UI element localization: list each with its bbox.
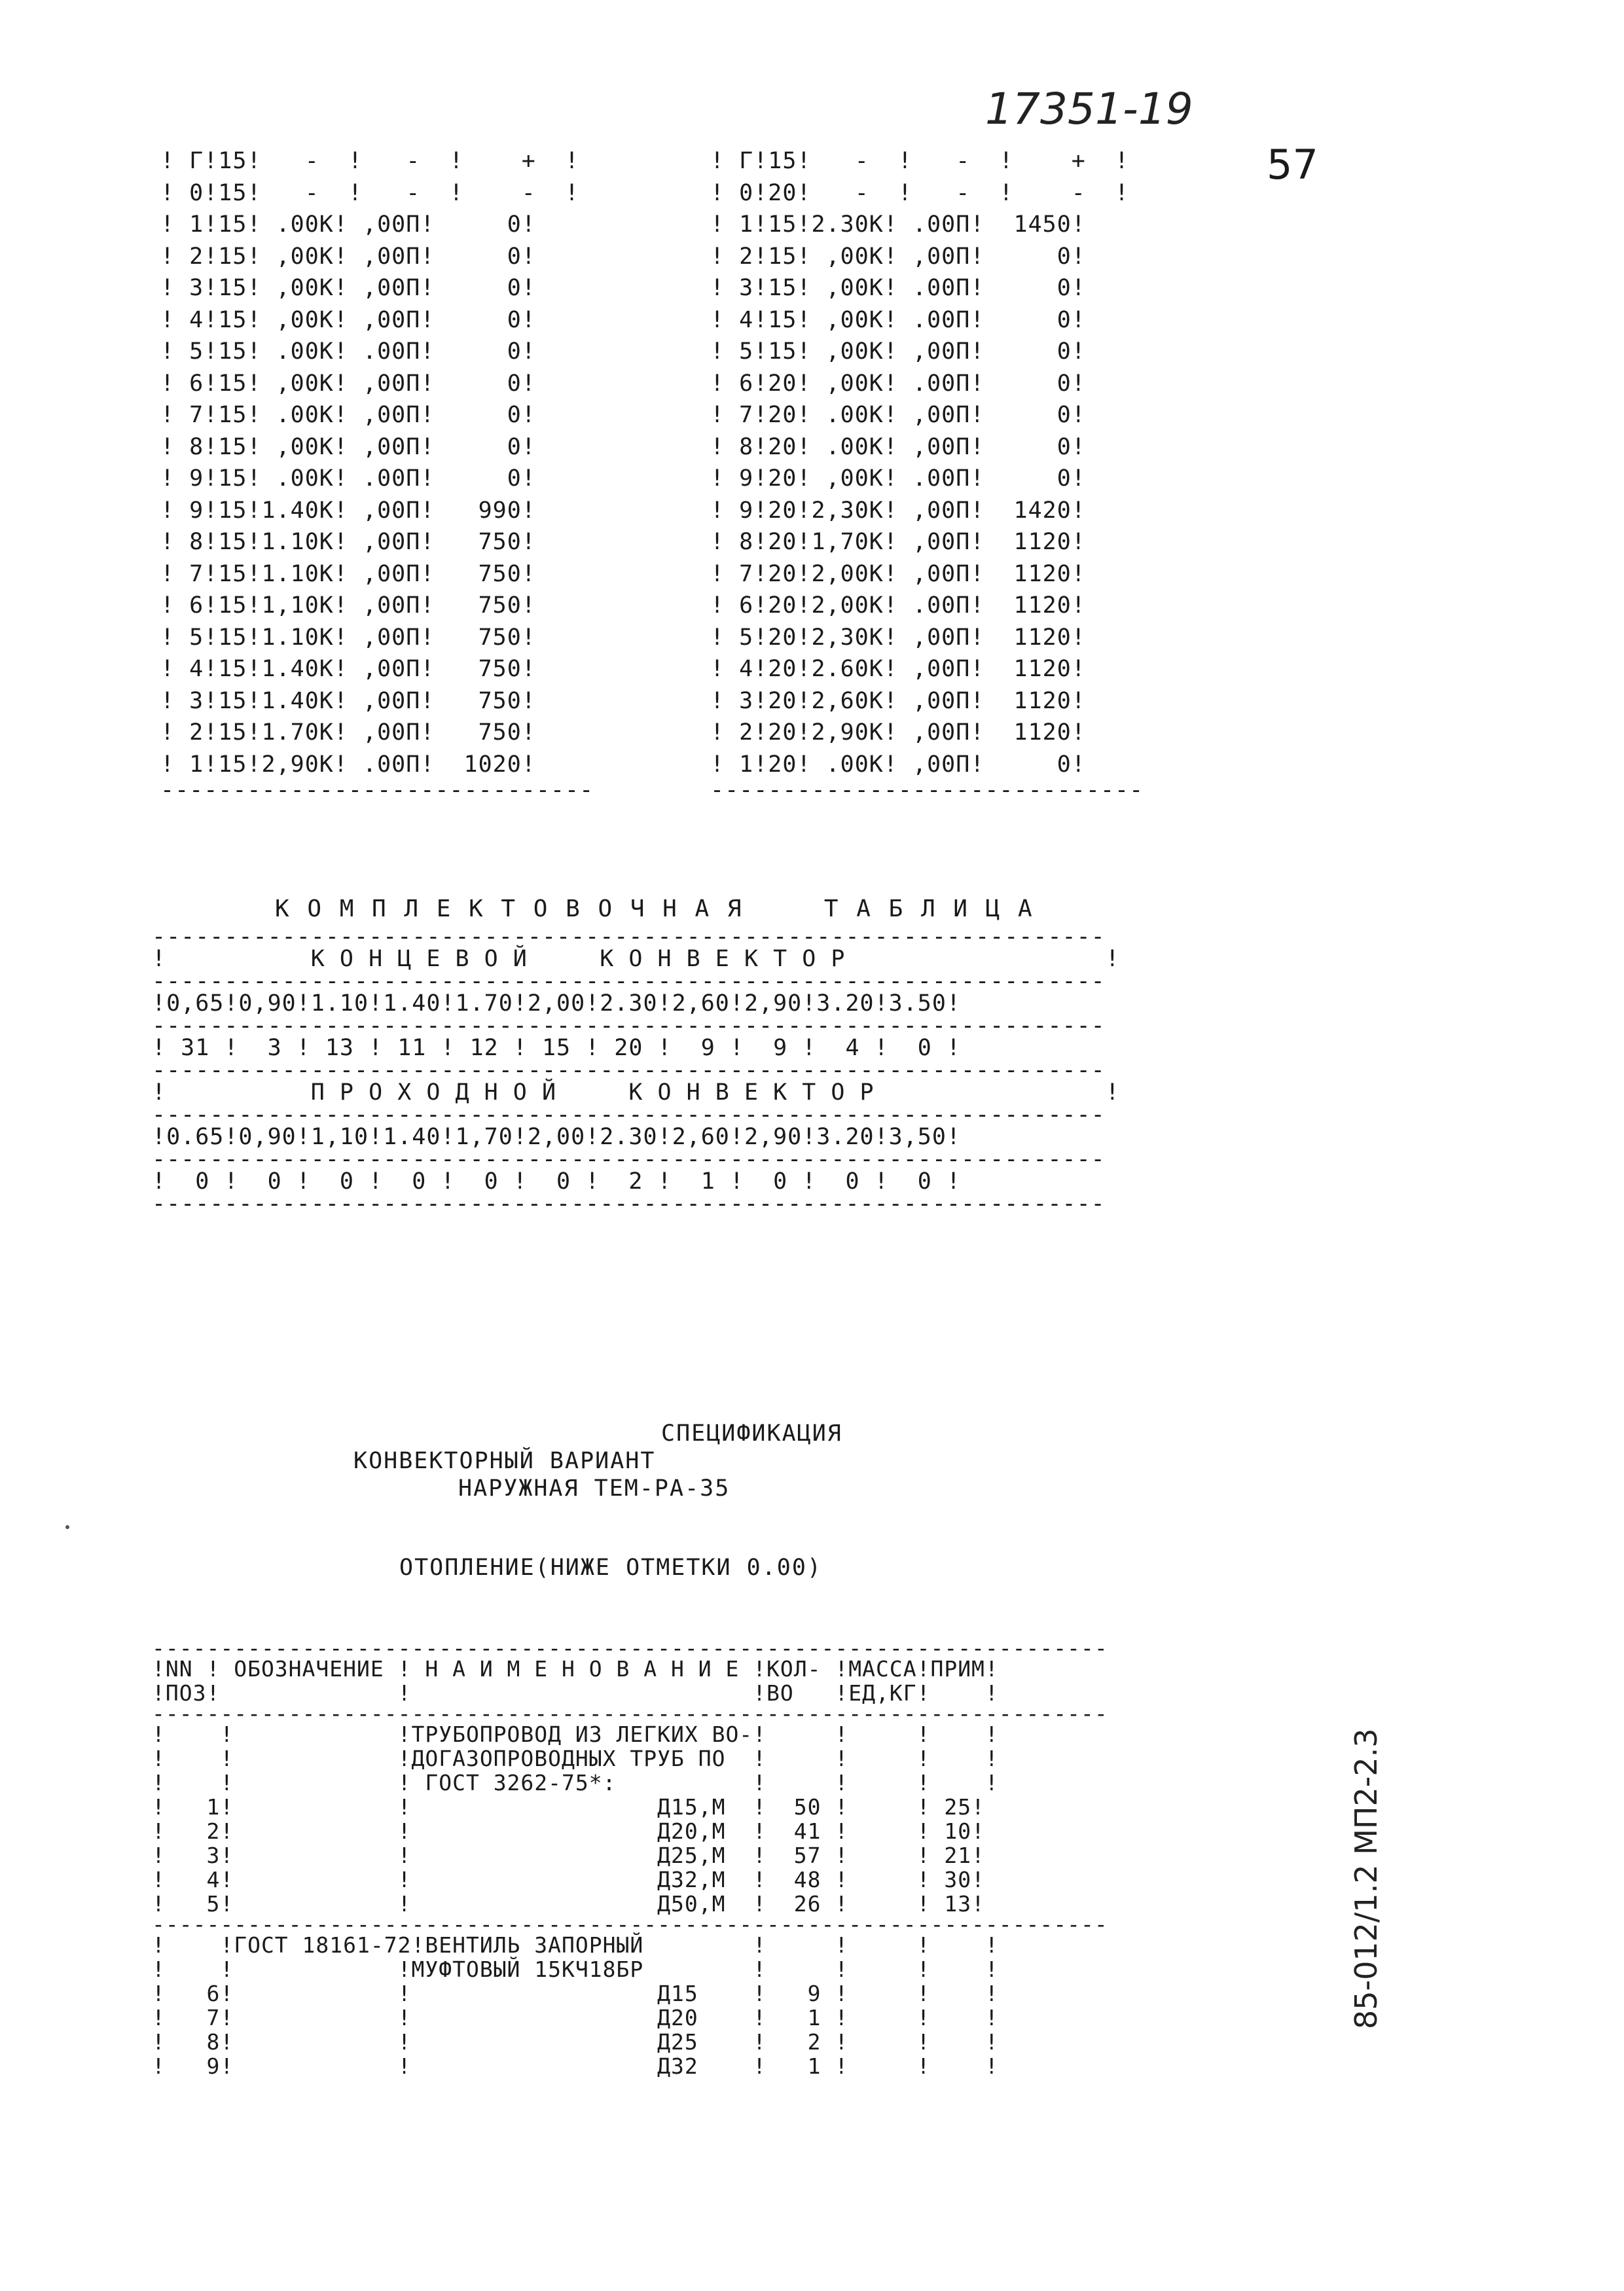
table-row: ! !ГОСТ 18161-72!ВЕНТИЛЬ ЗАПОРНЫЙ ! ! ! ! xyxy=(152,1932,999,1958)
ledger-row: ! 2!15!1.70К! ,00П! 750! xyxy=(160,719,536,746)
table-rule: ------------------------------------------------------------------ xyxy=(152,968,1106,994)
table-row: ! 1! ! Д15,М ! 50 ! ! 25! xyxy=(152,1794,985,1820)
spec-subtitle: ОТОПЛЕНИЕ(НИЖЕ ОТМЕТКИ 0.00) xyxy=(399,1555,823,1581)
table-row: ! 8! ! Д25 ! 2 ! ! ! xyxy=(152,2029,999,2055)
table-rule: ---------------------------------------------------------------------- xyxy=(152,1701,1108,1726)
table-row: ! 6! ! Д15 ! 9 ! ! ! xyxy=(152,1981,999,2006)
ledger-row: ! 0!15! - ! - ! - ! xyxy=(160,179,580,206)
document-code-stamp: 85-012/1.2 МП2-2.3 xyxy=(1348,1728,1384,2029)
table-row: ! К О Н Ц Е В О Й К О Н В Е К Т О Р ! xyxy=(152,946,1120,972)
handwritten-document-number: 17351-19 xyxy=(985,84,1193,134)
table-rule: ------------------------------------------------------------------ xyxy=(152,1057,1106,1083)
ledger-row: ! 2!15! ,00К! ,00П! 0! xyxy=(160,243,536,270)
ledger-row: ! 8!15!1.10К! ,00П! 750! xyxy=(160,529,536,555)
spec-title: СПЕЦИФИКАЦИЯ xyxy=(661,1420,842,1447)
table-row: ! ! !ТРУБОПРОВОД ИЗ ЛЕГКИХ ВО-! ! ! ! xyxy=(152,1722,999,1747)
table-rule: ------------------------------------------------------------------ xyxy=(152,1191,1106,1217)
ledger-row: ! 4!20!2.60К! ,00П! 1120! xyxy=(710,656,1086,682)
ledger-rule: ------------------------------ xyxy=(710,777,1144,803)
table-row: ! 31 ! 3 ! 13 ! 11 ! 12 ! 15 ! 20 ! 9 ! 9 ! 4 ! 0 ! xyxy=(152,1035,962,1061)
table-row: ! 9! ! Д32 ! 1 ! ! ! xyxy=(152,2053,999,2079)
ledger-row: ! 2!15! ,00К! ,00П! 0! xyxy=(710,243,1086,270)
table-header-row: !ПОЗ! ! !ВО !ЕД,КГ! ! xyxy=(152,1680,999,1706)
ledger-row: ! 8!20! .00К! ,00П! 0! xyxy=(710,433,1086,460)
ledger-row: ! 9!15!1.40К! ,00П! 990! xyxy=(160,497,536,524)
spec-line-temperature: НАРУЖНАЯ ТЕМ-РА-35 xyxy=(458,1475,731,1502)
ledger-row: ! 5!15! .00К! .00П! 0! xyxy=(160,338,536,365)
ledger-row: ! Г!15! - ! - ! + ! xyxy=(160,148,580,174)
table-row: ! ! !МУФТОВЫЙ 15КЧ18БР ! ! ! ! xyxy=(152,1957,999,1982)
ledger-row: ! 1!20! .00К! ,00П! 0! xyxy=(710,751,1086,778)
ledger-row: ! 7!20! .00К! ,00П! 0! xyxy=(710,402,1086,428)
table-row: ! П Р О Х О Д Н О Й К О Н В Е К Т О Р ! xyxy=(152,1079,1120,1106)
ledger-row: ! 1!15!2.30К! .00П! 1450! xyxy=(710,211,1086,238)
complect-table xyxy=(152,924,1265,1217)
table-rule: ---------------------------------------------------------------------- xyxy=(152,1635,1108,1661)
ledger-row: ! 4!15!1.40К! ,00П! 750! xyxy=(160,656,536,682)
table-row: ! 0 ! 0 ! 0 ! 0 ! 0 ! 0 ! 2 ! 1 ! 0 ! 0 ! 0 ! xyxy=(152,1168,962,1195)
table-row: ! 3! ! Д25,М ! 57 ! ! 21! xyxy=(152,1843,985,1868)
table-row: ! 2! ! Д20,М ! 41 ! ! 10! xyxy=(152,1818,985,1844)
table-row: ! ! ! ГОСТ 3262-75*: ! ! ! ! xyxy=(152,1770,999,1795)
ledger-rule: ------------------------------ xyxy=(160,777,594,803)
table-rule: ------------------------------------------------------------------ xyxy=(152,924,1106,950)
ledger-row: ! 0!20! - ! - ! - ! xyxy=(710,179,1130,206)
table-row: !0.65!0,90!1,10!1.40!1,70!2,00!2.30!2,60!2,90!3.20!3,50! xyxy=(152,1124,962,1150)
ledger-row: ! 6!15!1,10К! ,00П! 750! xyxy=(160,592,536,619)
ledger-row: ! 8!20!1,70К! ,00П! 1120! xyxy=(710,529,1086,555)
ledger-row: ! 3!15! ,00К! ,00П! 0! xyxy=(160,275,536,301)
page-number: 57 xyxy=(1267,141,1318,189)
complect-table-title: К О М П Л Е К Т О В О Ч Н А Я Т А Б Л И Ц А xyxy=(275,895,1034,922)
ledger-row: ! 1!15! .00К! ,00П! 0! xyxy=(160,211,536,238)
ledger-row: ! 3!15!1.40К! ,00П! 750! xyxy=(160,687,536,714)
ledger-row: ! 4!15! ,00К! .00П! 0! xyxy=(710,306,1086,333)
table-row: !0,65!0,90!1.10!1.40!1.70!2,00!2.30!2,60!2,90!3.20!3.50! xyxy=(152,990,962,1017)
table-header-row: !NN ! ОБОЗНАЧЕНИЕ ! Н А И М Е Н О В А Н И Е !КОЛ- !МАССА!ПРИМ! xyxy=(152,1656,999,1682)
ledger-row: ! 6!20! ,00К! .00П! 0! xyxy=(710,370,1086,397)
scan-speck xyxy=(65,1525,69,1529)
ledger-row: ! 5!20!2,30К! ,00П! 1120! xyxy=(710,624,1086,651)
ledger-row: ! 6!20!2,00К! .00П! 1120! xyxy=(710,592,1086,619)
table-row: ! 4! ! Д32,М ! 48 ! ! 30! xyxy=(152,1867,985,1892)
ledger-row: ! 9!20! ,00К! .00П! 0! xyxy=(710,465,1086,492)
table-rule: ---------------------------------------------------------------------- xyxy=(152,1911,1108,1937)
table-rule: ------------------------------------------------------------------ xyxy=(152,1146,1106,1172)
table-rule: ------------------------------------------------------------------ xyxy=(152,1013,1106,1039)
table-rule: ------------------------------------------------------------------ xyxy=(152,1102,1106,1128)
ledger-row: ! 6!15! ,00К! ,00П! 0! xyxy=(160,370,536,397)
ledger-left xyxy=(160,145,736,803)
ledger-row: ! 2!20!2,90К! ,00П! 1120! xyxy=(710,719,1086,746)
ledger-row: ! 3!15! ,00К! .00П! 0! xyxy=(710,275,1086,301)
table-row: ! 7! ! Д20 ! 1 ! ! ! xyxy=(152,2005,999,2030)
ledger-row: ! 5!15! ,00К! ,00П! 0! xyxy=(710,338,1086,365)
ledger-row: ! 9!15! .00К! .00П! 0! xyxy=(160,465,536,492)
ledger-row: ! 1!15!2,90К! .00П! 1020! xyxy=(160,751,536,778)
ledger-row: ! 5!15!1.10К! ,00П! 750! xyxy=(160,624,536,651)
specification-table xyxy=(152,1635,1396,2079)
ledger-row: ! 9!20!2,30К! ,00П! 1420! xyxy=(710,497,1086,524)
ledger-row: ! 8!15! ,00К! ,00П! 0! xyxy=(160,433,536,460)
table-row: ! 5! ! Д50,М ! 26 ! ! 13! xyxy=(152,1891,985,1917)
table-row: ! ! !ДОГАЗОПРОВОДНЫХ ТРУБ ПО ! ! ! ! xyxy=(152,1746,999,1771)
ledger-row: ! 7!15!1.10К! ,00П! 750! xyxy=(160,560,536,587)
ledger-row: ! 4!15! ,00К! ,00П! 0! xyxy=(160,306,536,333)
ledger-row: ! 7!15! .00К! ,00П! 0! xyxy=(160,402,536,428)
ledger-row: ! Г!15! - ! - ! + ! xyxy=(710,148,1130,174)
ledger-row: ! 7!20!2,00К! ,00П! 1120! xyxy=(710,560,1086,587)
spec-line-variant: КОНВЕКТОРНЫЙ ВАРИАНТ xyxy=(353,1448,656,1474)
ledger-right xyxy=(710,145,1286,803)
ledger-row: ! 3!20!2,60К! ,00П! 1120! xyxy=(710,687,1086,714)
